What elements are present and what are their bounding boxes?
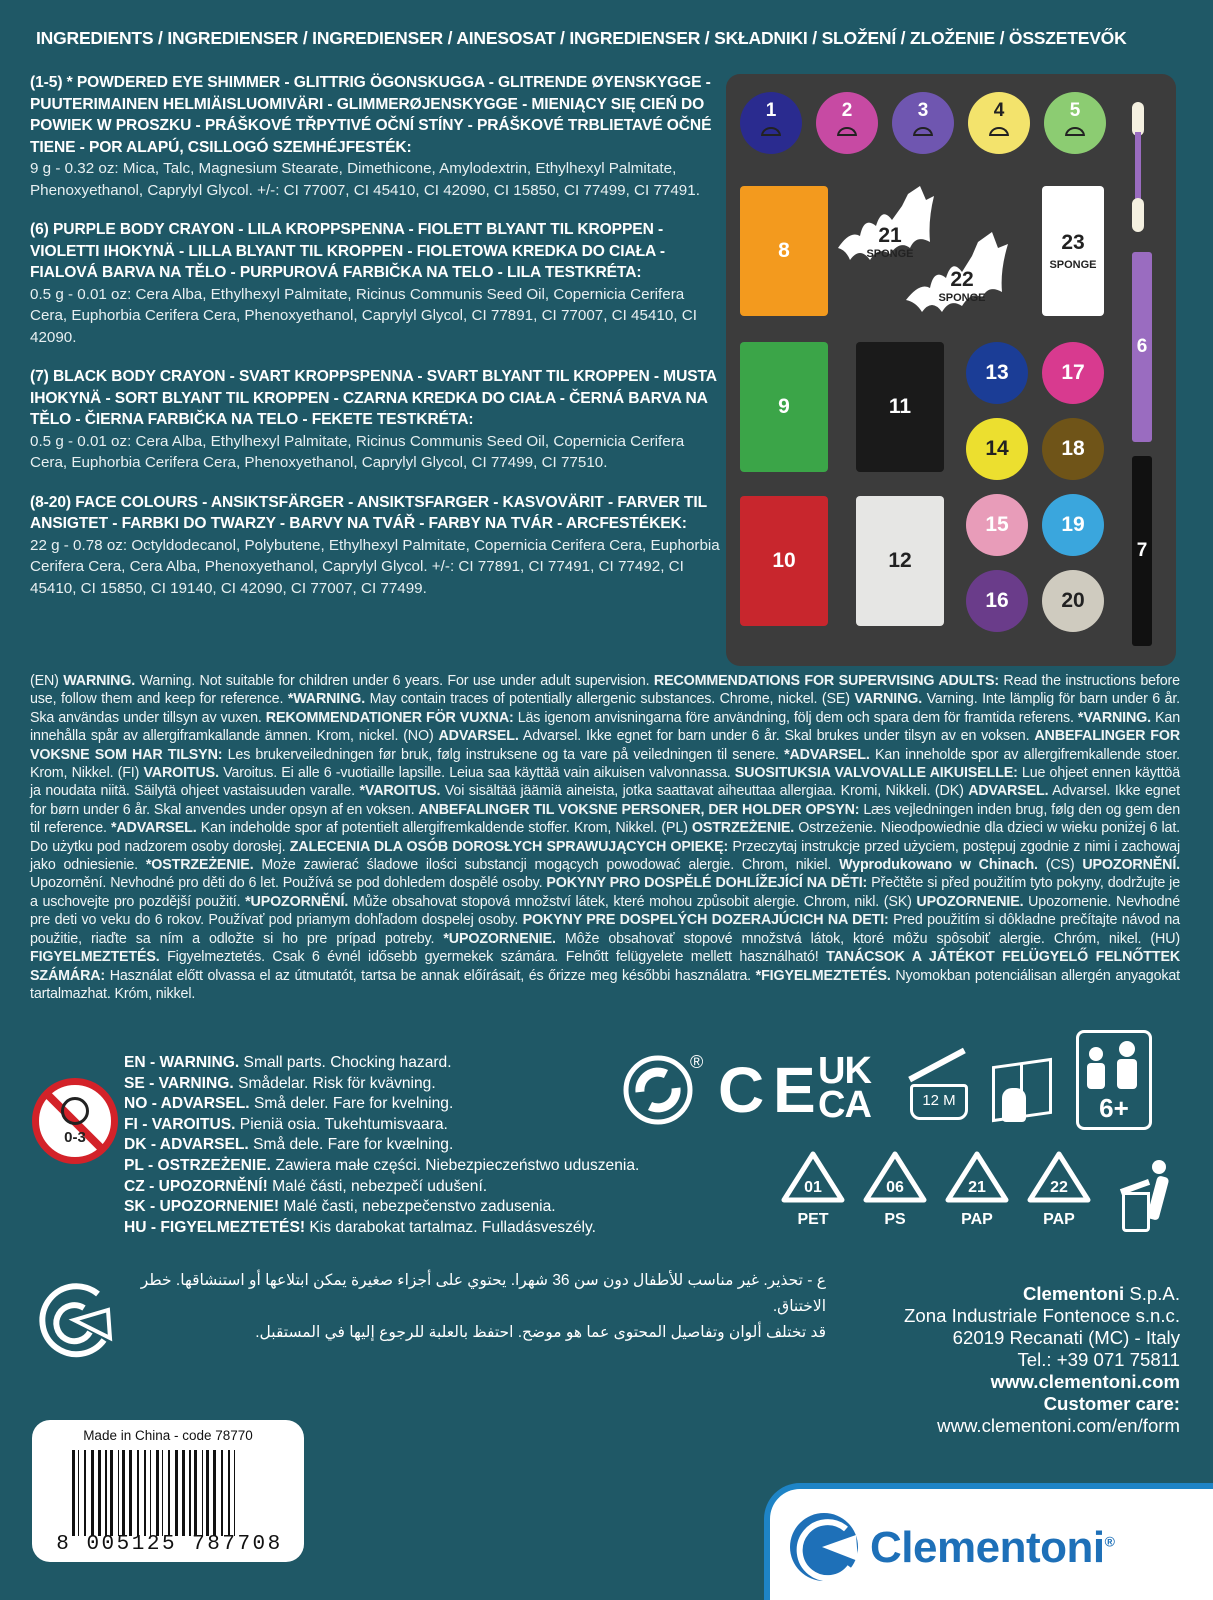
barcode-icon [72,1450,272,1536]
ukca-mark-icon [818,1050,898,1126]
eyeshadow-1 [740,92,802,154]
face-colour-17 [1042,342,1104,404]
small-parts-lead: EN - WARNING. [124,1054,240,1071]
small-parts-text: Malé časti, nebezpečenstvo zadusenia. [279,1198,556,1216]
recycle-number: 06 [886,1179,904,1196]
recycling-code-06-icon [860,1150,930,1229]
brand-logo [764,1483,1213,1600]
swatch-number: 11 [888,395,912,418]
eyeshadow-3 [892,92,954,154]
recycle-triangle-icon [862,1150,928,1206]
recycle-number: 21 [968,1179,986,1196]
swatch-number: 9 [778,395,790,418]
eyeshadow-4 [968,92,1030,154]
company-name [820,1283,1180,1305]
sponge-label: SPONGE [866,248,914,260]
shade-number: 1 [765,100,777,121]
ingredient-text: 22 g - 0.78 oz: Octyldodecanol, Polybutene, Ethylhexyl Palmitate, Copernicia Cerifera Cera, Euphorbia Cerifera Cera, Cera Alba, Phenoxyethanol, Caprylyl Glycol. +/-: CI 77891, CI 77491, CI 77492, CI 45410, CI 15850, CI 19140, CI 42090, CI 77007, CI 77499. [30,536,720,597]
ingredient-text: 0.5 g - 0.01 oz: Cera Alba, Ethylhexyl Palmitate, Ricinus Communis Seed Oil, Copernicia Cerifera Cera, Euphorbia Cerifera Cera, Phenoxyethanol, Caprylyl Glycol, CI 77891, CI 77007, CI 45410, CI 42090. [30,285,697,346]
crayon-number: 6 [1136,336,1148,357]
read-instructions-icon [984,1054,1060,1130]
ingredient-heading: (6) PURPLE BODY CRAYON - LILA KROPPSPENNA - FIOLETT BLYANT TIL KROPPEN - VIOLETTI IHOKYNÄ - LILLA BLYANT TIL KROPPEN - FIOLETOWA KREDKA DO CIAŁA - FIALOVÁ BARVA NA TĚLO - PURPUROVÁ FARBIČKA NA TELO - LILA TESTKRÉTA: [30,221,665,281]
age-plus-text: 6+ [1099,1093,1129,1123]
arabic-line: قد تختلف ألوان وتفاصيل المحتوى عما هو موضح. احتفظ بالعلبة للرجوع إليها في المستقبل. [255,1324,826,1341]
small-parts-text: Små deler. Fare for kvelning. [249,1095,454,1113]
recycling-code-01-icon [778,1150,848,1229]
ingredient-heading: (8-20) FACE COLOURS - ANSIKTSFÄRGER - ANSIKTSFARGER - KASVOVÄRIT - FARVER TIL ANSIGTET - FARBKI DO TWARZY - BARVY NA TVÁŘ - FARBY NA TVÁR - ARCFESTÉKEK: [30,493,707,532]
small-parts-lead: DK - ADVARSEL. [124,1136,249,1154]
dot-number: 17 [1061,361,1085,384]
small-parts-text: Små dele. Fare for kvælning. [248,1136,454,1154]
face-colour-16 [966,570,1028,632]
dot-number: 20 [1061,589,1085,612]
age-restriction-icon [32,1078,118,1164]
recycle-material: PAP [1043,1211,1075,1228]
green-dot-icon [622,1054,694,1126]
swatch-number: 8 [778,239,790,262]
barcode-number: 8 005125 787708 [56,1533,283,1556]
company-name-rest: S.p.A. [1124,1283,1180,1304]
small-parts-text: Kis darabokat tartalmaz. Fulladásveszély. [305,1218,596,1236]
brand-name-text: Clementoni [870,1523,1105,1572]
dot-number: 13 [985,361,1009,384]
applicator-icon [1126,102,1150,232]
crayon-purple [1132,252,1152,442]
shade-number: 5 [1069,100,1081,121]
face-colour-11 [856,342,944,472]
dot-number: 19 [1061,513,1085,536]
ingredients-header: INGREDIENTS / INGREDIENSER / INGREDIENSER / AINESOSAT / INGREDIENSER / SKŁADNIKI / SLOŽENÍ / ZLOŽENIE / ÖSSZETEVŐK [36,28,1127,48]
ukca-bottom: CA [818,1084,871,1126]
recycle-triangle-icon [944,1150,1010,1206]
age-badge-text: 0-3 [64,1129,86,1146]
barcode-label [32,1420,304,1562]
compliance-icons [622,1030,1178,1140]
pao-text: 12 M [922,1092,956,1109]
face-colour-20 [1042,570,1104,632]
ingredient-heading: (1-5) * POWDERED EYE SHIMMER - GLITTRIG ÖGONSKUGGA - GLITRENDE ØYENSKYGGE - PUUTERIMAINEN HELMIÄISLUOMIVÄRI - GLIMMERØJENSKYGGE - MIENIĄCY SIĘ CIEŃ DO POWIEK W PROSZKU - PRÁŠKOVÉ TŘPYTIVÉ OČNÍ STÍNY - PRÁŠKOVÉ TRBLIETAVÉ OČNÉ TIENE - POR ALAPÚ, CSILLOGÓ SZEMHÉJFESTÉK: [30,74,712,156]
recycling-code-22-icon [1024,1150,1094,1229]
sponge-number: 22 [950,268,974,291]
company-phone: Tel.: +39 071 75811 [1017,1349,1180,1370]
ingredient-text: 9 g - 0.32 oz: Mica, Talc, Magnesium Stearate, Dimethicone, Amylodextrin, Ethylhexyl Palmitate, Phenoxyethanol, Caprylyl Glycol. +/-: CI 77007, CI 45410, CI 42090, CI 15850, CI 77499, CI 77491. [30,160,700,199]
recycle-material: PAP [961,1211,993,1228]
recycle-material: PS [884,1211,906,1228]
company-address: 62019 Recanati (MC) - Italy [952,1327,1180,1348]
dot-number: 18 [1061,437,1085,460]
ingredient-block-purple-crayon [30,219,720,348]
brand-name [870,1523,1114,1573]
shade-number: 4 [993,100,1005,121]
small-parts-lead: PL - OSTRZEŻENIE. [124,1156,271,1174]
ce-mark-icon: C E [718,1054,814,1126]
company-website-link[interactable]: www.clementoni.com [990,1371,1180,1392]
dot-number: 15 [985,513,1009,536]
ingredient-block-face-colours [30,492,720,600]
small-parts-lead: SE - VARNING. [124,1074,234,1092]
small-parts-lead: HU - FIGYELMEZTETÉS! [124,1218,306,1236]
recycle-number: 22 [1050,1179,1068,1196]
sponge-22-label [922,268,1002,304]
dot-number: 14 [985,437,1009,460]
small-parts-text: Smådelar. Risk för kvävning. [233,1074,436,1092]
brand-registered-mark: ® [1104,1533,1115,1550]
small-parts-text: Pieniä osia. Tukehtumisvaara. [235,1115,448,1133]
small-parts-lead: FI - VAROITUS. [124,1115,236,1133]
trash-bin-icon [1118,1160,1178,1236]
clementoni-logo-icon [786,1509,862,1585]
eye-icon [913,127,933,136]
sponge-number: 23 [1061,231,1085,254]
sponge-number: 21 [878,224,902,247]
face-colour-12 [856,496,944,626]
ingredient-block-black-crayon [30,366,720,474]
crayon-black [1132,456,1152,646]
small-parts-lead: CZ - UPOZORNĚNÍ! [124,1177,268,1195]
registered-mark: ® [690,1052,704,1072]
company-address: Zona Industriale Fontenoce s.n.c. [904,1305,1180,1326]
face-colour-19 [1042,494,1104,556]
eye-icon [1065,127,1085,136]
eyeshadow-2 [816,92,878,154]
clementoni-outline-logo-icon [34,1280,114,1360]
recycle-triangle-icon [1026,1150,1092,1206]
recycling-code-21-icon [942,1150,1012,1229]
small-parts-lead: NO - ADVARSEL. [124,1095,250,1113]
small-parts-line [124,1197,724,1218]
face-colour-9 [740,342,828,472]
small-parts-line [124,1218,724,1239]
small-parts-line [124,1177,724,1198]
ingredient-text: 0.5 g - 0.01 oz: Cera Alba, Ethylhexyl Palmitate, Ricinus Communis Seed Oil, Copernicia Cerifera Cera, Euphorbia Cerifera Cera, Phenoxyethanol, Caprylyl Glycol, CI 77499, CI 77510. [30,432,685,471]
face-colour-18 [1042,418,1104,480]
ukca-top: UK [818,1050,871,1092]
arabic-warning [116,1268,826,1346]
sponge-label: SPONGE [1049,259,1097,271]
shade-number: 3 [917,100,929,121]
recycle-number: 01 [804,1179,822,1196]
ingredient-block-eye-shimmer [30,72,720,201]
sponge-23-card [1042,186,1104,316]
small-parts-text: Small parts. Chocking hazard. [239,1054,452,1071]
recycle-material: PET [797,1211,829,1228]
ingredient-heading: (7) BLACK BODY CRAYON - SVART KROPPSPENNA - SVART BLYANT TIL KROPPEN - MUSTA IHOKYNÄ - SORT BLYANT TIL KROPPEN - CZARNA KREDKA DO CIAŁA - ČERNÁ BARVA NA TĚLO - ČIERNA FARBIČKA NA TELO - FEKETE TESTKRÉTA: [30,368,717,428]
crayon-number: 7 [1136,540,1148,561]
customer-care-link[interactable]: www.clementoni.com/en/form [937,1415,1180,1436]
small-parts-text: Zawiera małe części. Niebezpieczeństwo uduszenia. [271,1156,640,1174]
age-6plus-icon [1076,1030,1152,1130]
eye-icon [761,127,781,136]
face-colour-15 [966,494,1028,556]
made-in-text: Made in China - code 78770 [83,1428,253,1443]
face-colour-13 [966,342,1028,404]
face-colour-14 [966,418,1028,480]
swatch-number: 10 [772,549,796,572]
dot-number: 16 [985,589,1009,612]
recycle-triangle-icon [780,1150,846,1206]
company-info [820,1283,1180,1437]
arabic-line: ع - تحذير. غير مناسب للأطفال دون سن 36 شهرا. يحتوي على أجزاء صغيرة يمكن ابتلاعها أو استنشاقها. خطر الاختناق. [140,1272,826,1315]
eyeshadow-5 [1044,92,1106,154]
customer-care-label: Customer care: [1043,1393,1180,1414]
face-colour-8 [740,186,828,316]
palette-tray [726,74,1176,666]
pao-jar-icon [906,1054,970,1126]
eye-icon [989,127,1009,136]
swatch-number: 12 [888,549,912,572]
company-name-bold: Clementoni [1022,1283,1125,1304]
warnings-text: (EN) WARNING. Warning. Not suitable for children under 6 years. For use under adult supervision. RECOMMENDATIONS FOR SUPERVISING ADULTS: Read the instructions before use, follow them and keep for reference. *WARNING. May contain traces of potentially allergenic substances. Chrome, nickel. (SE) VARNING. Varning. Inte lämplig för barn under 6 år. Ska användas under tillsyn av vuxen. REKOMMENDATIONER FÖR VUXNA: Läs igenom anvisningarna före användning, följ dem och spara dem för framtida referens. *VARNING. Kan innehålla spår av allergiframkallande ämnen. Krom, nickel. (NO) ADVARSEL. Advarsel. Ikke egnet for barn under 6 år. Skal brukes under tilsyn av en voksen. ANBEFALINGER FOR VOKSNE SOM HAR TILSYN: Les brukerveiledningen før bruk, følg instruksene og ta vare på veiledningen til senere. *ADVARSEL. Kan inneholde spor av allergifremkallende stoer. Krom, Nikkel. (FI) VAROITUS. Varoitus. Ei alle 6 -vuotiaille lapsille. Leiua saa käyttää vain aikuisen valvonnassa. SUOSITUKSIA VALVOVALLE AIKUISELLE: Lue ohjeet ennen käyttöä ja noudata niitä. Säilytä ohjeet vastaisuuden varalle. *VAROITUS. Voi sisältää jäämiä aineista, jotka saattavat aiheuttaa allergiaa. Kromi, Nikkeli. (DK) ADVARSEL. Advarsel. Ikke egnet for børn under 6 år. Skal anvendes under opsyn af en voksen. ANBEFALINGER TIL VOKSNE PERSONER, DER HOLDER OPSYN: Læs vejledningen inden brug, følg den og gem den til reference. *ADVARSEL. Kan indeholde spor af potentielt allergifremkaldende stoffer. Krom, Nikkel. (PL) OSTRZEŻENIE. Ostrzeżenie. Nieodpowiednie dla dzieci w wieku poniżej 6 lat. Do użytku pod nadzorem osoby dorosłej. ZALECENIA DLA OSÓB DOROSŁYCH SPRAWUJĄCYCH OPIEKĘ: Przeczytaj instrukcje przed użyciem, postępuj zgodnie z nimi i zachowaj jako odniesienie. *OSTRZEŻENIE. Może zawierać śladowe ilości substancji mogących powodować alergie. Chrom, nikiel. Wyprodukowano w Chinach. (CS) UPOZORNĚNÍ. Upozornění. Nevhodné pro děti do 6 let. Používá se pod dohledem dospělé osoby. POKYNY PRO DOSPĚLÉ DOHLÍŽEJÍCÍ NA DĚTI: Přečtěte si před použitím tyto pokyny, dodržujte je a uschovejte pro pozdější použití. *UPOZORNĚNÍ. Může obsahovat stopová množství látek, které mohou způsobit alergie. Chrom, nikl. (SK) UPOZORNENIE. Upozornenie. Nevhodné pre deti vo veku do 6 rokov. Používať pod priamym dohľadom dospelej osoby. POKYNY PRE DOSPELÝCH DOZERAJÚCICH NA DETI: Pred použitím si dôkladne prečítajte návod na použitie, riaďte sa ním a odložte si ho pre prípad potreby. *UPOZORNENIE. Môže obsahovať stopové množstvá látok, ktoré môžu spôsobiť alergie. Chróm, nikel. (HU) FIGYELMEZTETÉS. Figyelmeztetés. Csak 6 évnél idősebb gyermekek számára. Felnőtt felügyelete mellett használható! TANÁCSOK A JÁTÉKOT FELÜGYELŐ FELNŐTTEK SZÁMÁRA: Használat előtt olvassa el az útmutatót, tartsa be annak előírásait, és őrizze meg későbbi használatra. *FIGYELMEZTETÉS. Nyomokban potenciálisan allergén anyagokat tartalmazhat. Króm, nikkel. [30,673,1181,1002]
small-parts-line [124,1156,724,1177]
ingredients-list [30,72,720,617]
small-parts-lead: SK - UPOZORNENIE! [124,1198,280,1216]
face-colour-10 [740,496,828,626]
shade-number: 2 [841,100,853,121]
small-parts-text: Malé části, nebezpečí udušení. [267,1177,488,1195]
eye-icon [837,127,857,136]
sponge-label: SPONGE [938,292,986,304]
